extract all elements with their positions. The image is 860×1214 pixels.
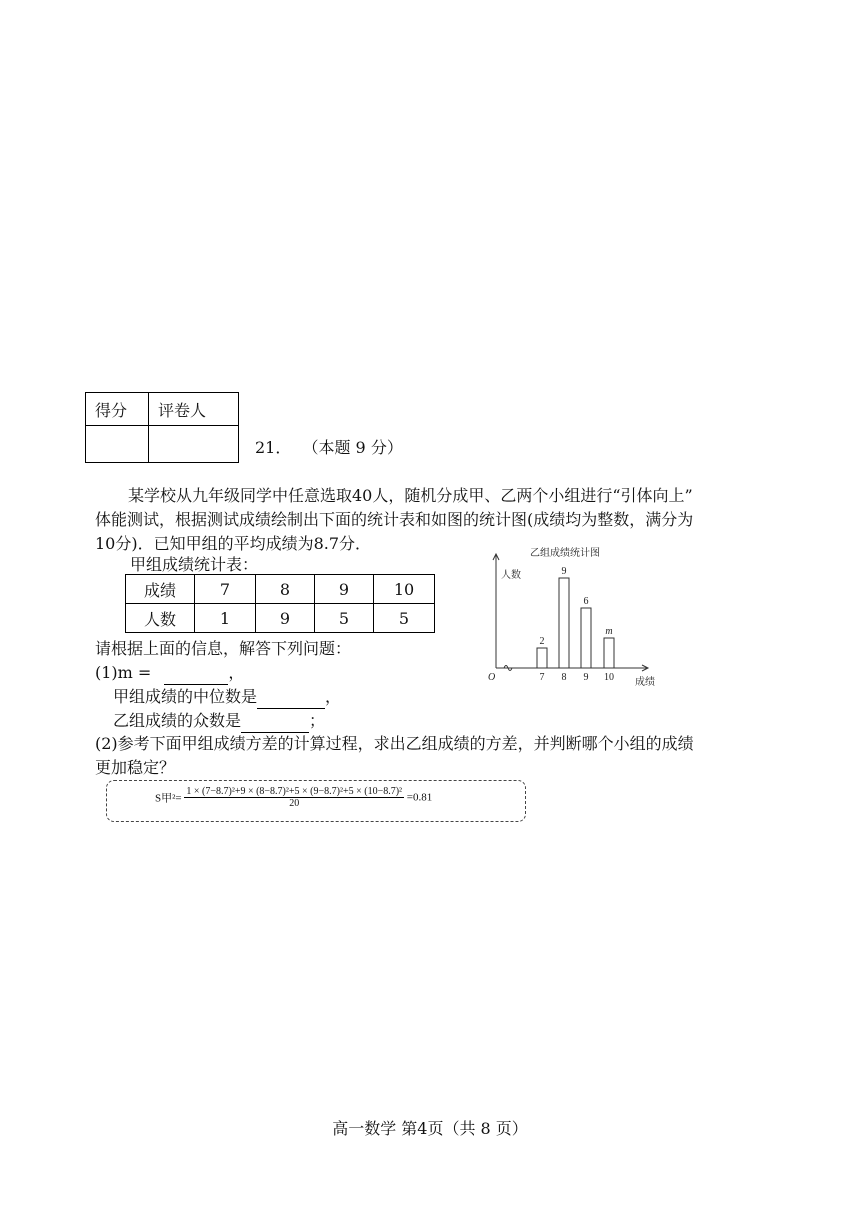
score-label: 得分 [86, 393, 149, 426]
bar-value-label: 9 [561, 566, 567, 577]
q1b-line [113, 685, 341, 709]
formula-lhs: S甲²= [155, 792, 182, 805]
bar-value-label: m [605, 626, 613, 637]
bar [559, 578, 569, 668]
origin-label: O [488, 672, 496, 683]
q2-line-2: 更加稳定？ [95, 758, 176, 777]
formula-result: =0.81 [406, 791, 433, 804]
bar-value-label: 2 [539, 636, 545, 647]
q2-line-1: (2)参考下面甲组成绩方差的计算过程，求出乙组成绩的方差，并判断哪个小组的成绩 [95, 734, 694, 753]
variance-formula-box [106, 780, 526, 822]
table-row [126, 604, 435, 633]
q1c-text: 乙组成绩的众数是 [113, 711, 242, 730]
table-cell: 成绩 [126, 575, 195, 604]
formula-numerator: 1 × (7−8.7)²+9 × (8−8.7)²+5 × (9−8.7)²+5 × (10−8.7)² [186, 786, 403, 797]
x-tick-label: 7 [539, 672, 545, 683]
q1-line [95, 661, 244, 685]
group-a-table [125, 574, 435, 633]
table-cell: 人数 [126, 604, 195, 633]
y-axis-label: 人数 [501, 570, 521, 581]
question-number: 21． [255, 438, 292, 457]
prompt-text: 请根据上面的信息，解答下列问题： [95, 639, 352, 658]
question-header [255, 436, 403, 460]
mode-answer-blank[interactable] [241, 714, 309, 733]
variance-formula [155, 786, 432, 809]
table-cell: 9 [256, 604, 315, 633]
question-points: （本题 9 分） [302, 438, 403, 457]
group-b-bar-chart [480, 540, 670, 692]
q1c-end: ； [309, 711, 326, 730]
x-tick-label: 9 [583, 672, 589, 683]
table-cell: 5 [374, 604, 435, 633]
chart-title: 乙组成绩统计图 [530, 548, 600, 559]
score-box [85, 392, 239, 463]
q1b-end: ， [325, 687, 342, 706]
intro-line-1: 某学校从九年级同学中任意选取40人，随机分成甲、乙两个小组进行“引体向上” [128, 486, 693, 505]
formula-denominator: 20 [289, 798, 300, 809]
table-cell: 8 [256, 575, 315, 604]
q1c-line [113, 709, 325, 733]
bar-value-label: 6 [583, 596, 589, 607]
x-axis-label: 成绩 [635, 677, 655, 688]
bar [537, 648, 547, 668]
table-title: 甲组成绩统计表： [130, 555, 259, 574]
intro-line-3: 10分)．已知甲组的平均成绩为8.7分． [95, 534, 372, 553]
score-cell[interactable] [86, 426, 149, 463]
table-cell: 5 [315, 604, 374, 633]
q1b-text: 甲组成绩的中位数是 [113, 687, 258, 706]
bar [581, 608, 591, 668]
table-cell: 7 [195, 575, 256, 604]
x-tick-label: 10 [604, 672, 614, 683]
formula-fraction [184, 786, 404, 809]
grader-label: 评卷人 [149, 393, 239, 426]
page-footer: 高一数学 第4页（共 8 页） [332, 1119, 528, 1138]
median-answer-blank[interactable] [257, 690, 325, 709]
intro-line-2: 体能测试，根据测试成绩绘制出下面的统计表和如图的统计图(成绩均为整数，满分为 [95, 510, 694, 529]
q1-label: (1)m = [95, 663, 152, 682]
table-cell: 10 [374, 575, 435, 604]
q1-comma: ， [228, 663, 245, 682]
table-cell: 9 [315, 575, 374, 604]
m-answer-blank[interactable] [164, 666, 228, 685]
grader-cell[interactable] [149, 426, 239, 463]
bar [604, 638, 614, 668]
table-row [126, 575, 435, 604]
x-tick-label: 8 [561, 672, 567, 683]
table-cell: 1 [195, 604, 256, 633]
